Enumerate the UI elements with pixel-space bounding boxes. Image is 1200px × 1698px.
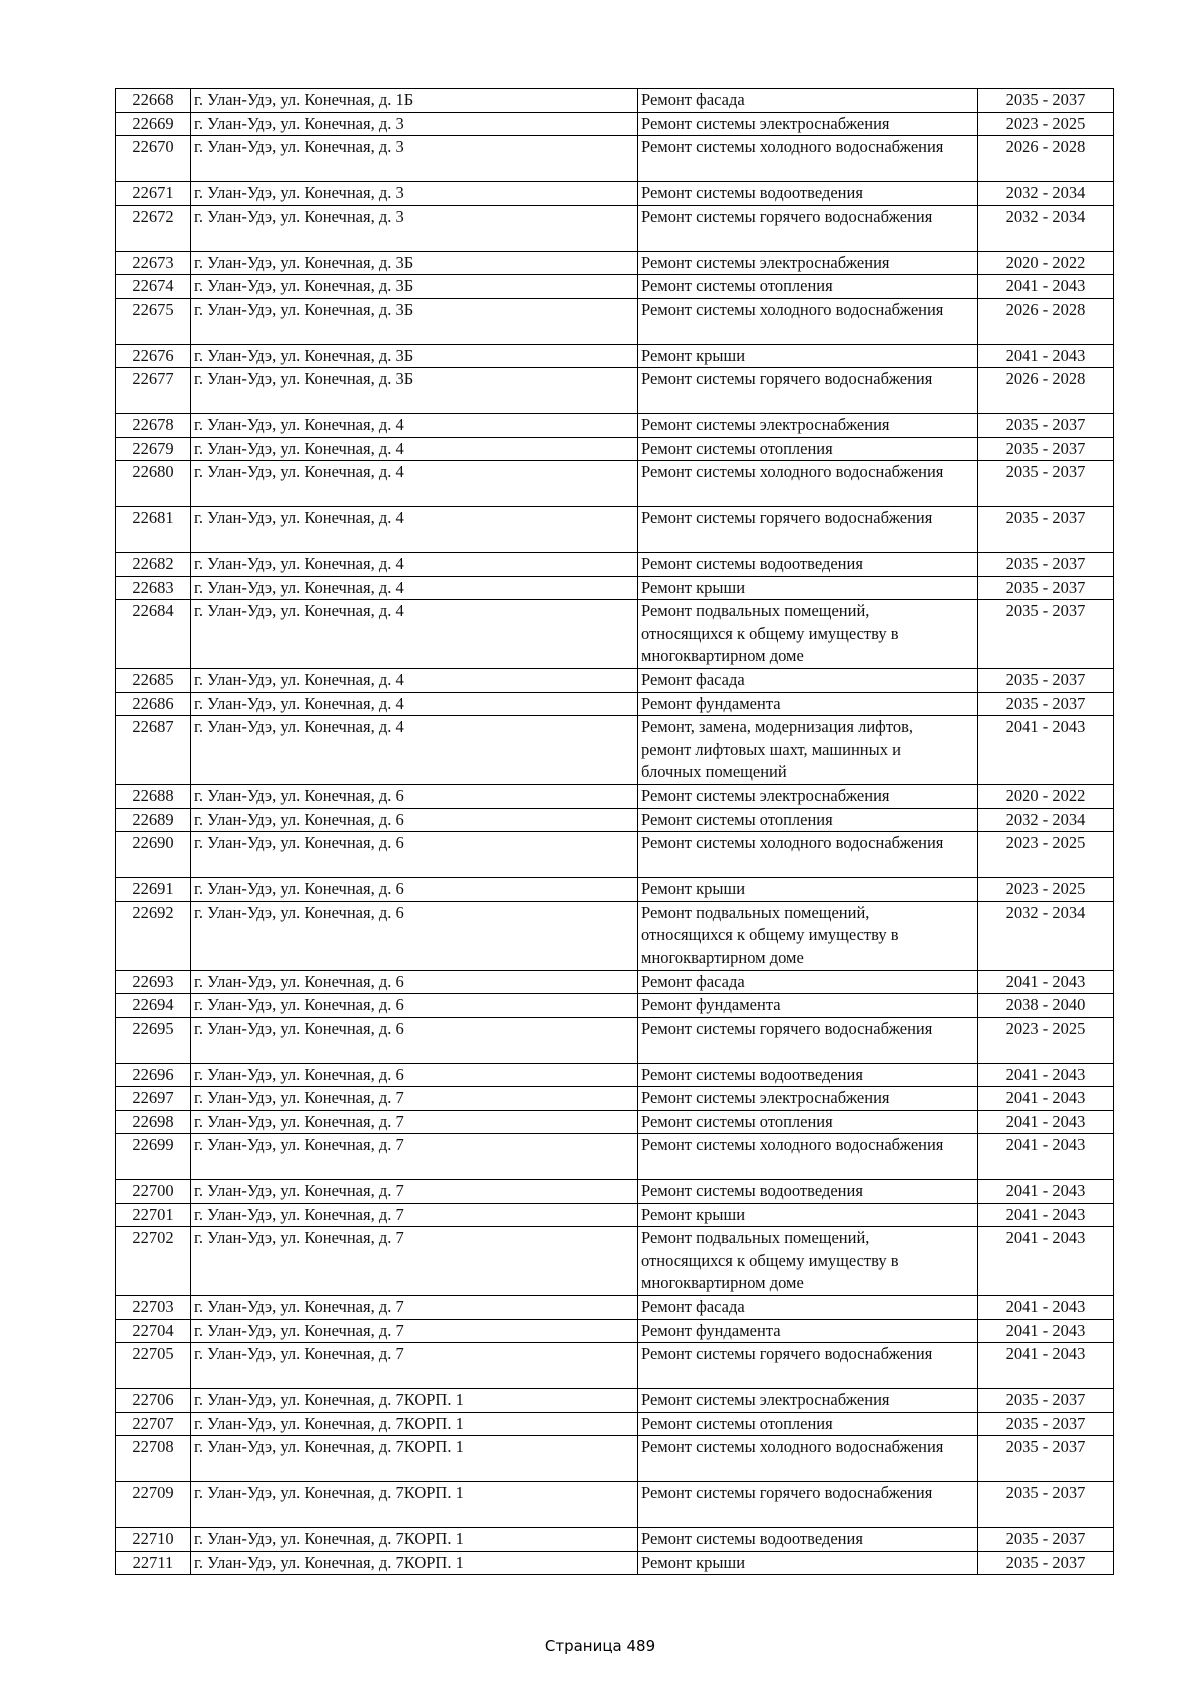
period-cell: 2035 - 2037 bbox=[978, 600, 1114, 669]
address-cell: г. Улан-Удэ, ул. Конечная, д. 7КОРП. 1 bbox=[191, 1551, 638, 1575]
table-row bbox=[116, 553, 1114, 577]
period-cell: 2041 - 2043 bbox=[978, 344, 1114, 368]
table-row bbox=[116, 1110, 1114, 1134]
address-cell: г. Улан-Удэ, ул. Конечная, д. 4 bbox=[191, 669, 638, 693]
address-cell: г. Улан-Удэ, ул. Конечная, д. 7КОРП. 1 bbox=[191, 1389, 638, 1413]
address-cell: г. Улан-Удэ, ул. Конечная, д. 7 bbox=[191, 1180, 638, 1204]
period-cell: 2020 - 2022 bbox=[978, 785, 1114, 809]
table-row bbox=[116, 1343, 1114, 1389]
period-cell: 2020 - 2022 bbox=[978, 251, 1114, 275]
period-cell: 2041 - 2043 bbox=[978, 1134, 1114, 1180]
row-number: 22700 bbox=[116, 1180, 191, 1204]
work-type-cell: Ремонт системы холодного водоснабжения bbox=[638, 461, 978, 507]
table-row bbox=[116, 1319, 1114, 1343]
table-row bbox=[116, 1227, 1114, 1296]
row-number: 22671 bbox=[116, 182, 191, 206]
row-number: 22669 bbox=[116, 112, 191, 136]
address-cell: г. Улан-Удэ, ул. Конечная, д. 4 bbox=[191, 600, 638, 669]
period-cell: 2035 - 2037 bbox=[978, 1389, 1114, 1413]
row-number: 22685 bbox=[116, 669, 191, 693]
address-cell: г. Улан-Удэ, ул. Конечная, д. 7 bbox=[191, 1203, 638, 1227]
work-type-cell: Ремонт системы горячего водоснабжения bbox=[638, 507, 978, 553]
table-row bbox=[116, 832, 1114, 878]
table-row bbox=[116, 344, 1114, 368]
table-row bbox=[116, 414, 1114, 438]
work-type-cell: Ремонт системы холодного водоснабжения bbox=[638, 1134, 978, 1180]
address-cell: г. Улан-Удэ, ул. Конечная, д. 7 bbox=[191, 1134, 638, 1180]
address-cell: г. Улан-Удэ, ул. Конечная, д. 7 bbox=[191, 1319, 638, 1343]
row-number: 22690 bbox=[116, 832, 191, 878]
row-number: 22674 bbox=[116, 275, 191, 299]
row-number: 22680 bbox=[116, 461, 191, 507]
work-type-cell: Ремонт системы водоотведения bbox=[638, 553, 978, 577]
row-number: 22668 bbox=[116, 89, 191, 113]
period-cell: 2023 - 2025 bbox=[978, 832, 1114, 878]
work-type-cell: Ремонт системы электроснабжения bbox=[638, 785, 978, 809]
table-row bbox=[116, 251, 1114, 275]
period-cell: 2035 - 2037 bbox=[978, 576, 1114, 600]
table-row bbox=[116, 112, 1114, 136]
work-type-cell: Ремонт крыши bbox=[638, 878, 978, 902]
work-type-cell: Ремонт системы холодного водоснабжения bbox=[638, 298, 978, 344]
period-cell: 2041 - 2043 bbox=[978, 1063, 1114, 1087]
row-number: 22672 bbox=[116, 205, 191, 251]
work-type-cell: Ремонт системы электроснабжения bbox=[638, 414, 978, 438]
period-cell: 2023 - 2025 bbox=[978, 878, 1114, 902]
row-number: 22699 bbox=[116, 1134, 191, 1180]
row-number: 22678 bbox=[116, 414, 191, 438]
period-cell: 2035 - 2037 bbox=[978, 692, 1114, 716]
period-cell: 2041 - 2043 bbox=[978, 716, 1114, 785]
address-cell: г. Улан-Удэ, ул. Конечная, д. 7 bbox=[191, 1227, 638, 1296]
address-cell: г. Улан-Удэ, ул. Конечная, д. 7КОРП. 1 bbox=[191, 1528, 638, 1552]
table-row bbox=[116, 368, 1114, 414]
row-number: 22692 bbox=[116, 901, 191, 970]
work-type-cell: Ремонт системы отопления bbox=[638, 808, 978, 832]
address-cell: г. Улан-Удэ, ул. Конечная, д. 6 bbox=[191, 1063, 638, 1087]
period-cell: 2041 - 2043 bbox=[978, 1319, 1114, 1343]
address-cell: г. Улан-Удэ, ул. Конечная, д. 7КОРП. 1 bbox=[191, 1412, 638, 1436]
address-cell: г. Улан-Удэ, ул. Конечная, д. 7 bbox=[191, 1110, 638, 1134]
period-cell: 2035 - 2037 bbox=[978, 1436, 1114, 1482]
row-number: 22681 bbox=[116, 507, 191, 553]
work-type-cell: Ремонт системы водоотведения bbox=[638, 182, 978, 206]
table-row bbox=[116, 994, 1114, 1018]
repair-schedule-table bbox=[115, 88, 1114, 1575]
address-cell: г. Улан-Удэ, ул. Конечная, д. 4 bbox=[191, 414, 638, 438]
period-cell: 2032 - 2034 bbox=[978, 182, 1114, 206]
row-number: 22707 bbox=[116, 1412, 191, 1436]
period-cell: 2041 - 2043 bbox=[978, 1296, 1114, 1320]
address-cell: г. Улан-Удэ, ул. Конечная, д. 3 bbox=[191, 136, 638, 182]
address-cell: г. Улан-Удэ, ул. Конечная, д. 4 bbox=[191, 507, 638, 553]
table-row bbox=[116, 970, 1114, 994]
row-number: 22709 bbox=[116, 1482, 191, 1528]
period-cell: 2035 - 2037 bbox=[978, 1482, 1114, 1528]
work-type-cell: Ремонт системы горячего водоснабжения bbox=[638, 205, 978, 251]
row-number: 22684 bbox=[116, 600, 191, 669]
period-cell: 2035 - 2037 bbox=[978, 669, 1114, 693]
table-row bbox=[116, 1551, 1114, 1575]
row-number: 22708 bbox=[116, 1436, 191, 1482]
work-type-cell: Ремонт системы водоотведения bbox=[638, 1528, 978, 1552]
work-type-cell: Ремонт крыши bbox=[638, 1551, 978, 1575]
address-cell: г. Улан-Удэ, ул. Конечная, д. 3Б bbox=[191, 344, 638, 368]
work-type-cell: Ремонт системы горячего водоснабжения bbox=[638, 368, 978, 414]
address-cell: г. Улан-Удэ, ул. Конечная, д. 6 bbox=[191, 878, 638, 902]
table-row bbox=[116, 507, 1114, 553]
row-number: 22688 bbox=[116, 785, 191, 809]
period-cell: 2035 - 2037 bbox=[978, 1412, 1114, 1436]
row-number: 22698 bbox=[116, 1110, 191, 1134]
table-row bbox=[116, 1296, 1114, 1320]
period-cell: 2035 - 2037 bbox=[978, 414, 1114, 438]
address-cell: г. Улан-Удэ, ул. Конечная, д. 6 bbox=[191, 1017, 638, 1063]
work-type-cell: Ремонт фасада bbox=[638, 970, 978, 994]
work-type-cell: Ремонт крыши bbox=[638, 576, 978, 600]
work-type-cell: Ремонт системы отопления bbox=[638, 1110, 978, 1134]
table-row bbox=[116, 1412, 1114, 1436]
work-type-cell: Ремонт крыши bbox=[638, 1203, 978, 1227]
work-type-cell: Ремонт подвальных помещений, относящихся к общему имуществу в многоквартирном доме bbox=[638, 1227, 978, 1296]
table-row bbox=[116, 692, 1114, 716]
table-row bbox=[116, 1180, 1114, 1204]
work-type-cell: Ремонт подвальных помещений, относящихся к общему имуществу в многоквартирном доме bbox=[638, 600, 978, 669]
period-cell: 2041 - 2043 bbox=[978, 1110, 1114, 1134]
period-cell: 2023 - 2025 bbox=[978, 112, 1114, 136]
work-type-cell: Ремонт системы электроснабжения bbox=[638, 1087, 978, 1111]
row-number: 22704 bbox=[116, 1319, 191, 1343]
row-number: 22673 bbox=[116, 251, 191, 275]
work-type-cell: Ремонт системы горячего водоснабжения bbox=[638, 1343, 978, 1389]
table-row bbox=[116, 1482, 1114, 1528]
period-cell: 2026 - 2028 bbox=[978, 368, 1114, 414]
table-row bbox=[116, 1134, 1114, 1180]
period-cell: 2032 - 2034 bbox=[978, 205, 1114, 251]
table-row bbox=[116, 275, 1114, 299]
row-number: 22694 bbox=[116, 994, 191, 1018]
table-row bbox=[116, 1087, 1114, 1111]
period-cell: 2035 - 2037 bbox=[978, 1551, 1114, 1575]
address-cell: г. Улан-Удэ, ул. Конечная, д. 6 bbox=[191, 994, 638, 1018]
work-type-cell: Ремонт системы холодного водоснабжения bbox=[638, 136, 978, 182]
period-cell: 2035 - 2037 bbox=[978, 461, 1114, 507]
address-cell: г. Улан-Удэ, ул. Конечная, д. 6 bbox=[191, 832, 638, 878]
row-number: 22689 bbox=[116, 808, 191, 832]
period-cell: 2035 - 2037 bbox=[978, 1528, 1114, 1552]
row-number: 22676 bbox=[116, 344, 191, 368]
address-cell: г. Улан-Удэ, ул. Конечная, д. 3 bbox=[191, 182, 638, 206]
period-cell: 2041 - 2043 bbox=[978, 1227, 1114, 1296]
address-cell: г. Улан-Удэ, ул. Конечная, д. 3 bbox=[191, 112, 638, 136]
address-cell: г. Улан-Удэ, ул. Конечная, д. 4 bbox=[191, 716, 638, 785]
address-cell: г. Улан-Удэ, ул. Конечная, д. 7КОРП. 1 bbox=[191, 1482, 638, 1528]
row-number: 22695 bbox=[116, 1017, 191, 1063]
table-row bbox=[116, 808, 1114, 832]
table-row bbox=[116, 461, 1114, 507]
table-row bbox=[116, 136, 1114, 182]
table-row bbox=[116, 182, 1114, 206]
row-number: 22706 bbox=[116, 1389, 191, 1413]
address-cell: г. Улан-Удэ, ул. Конечная, д. 6 bbox=[191, 785, 638, 809]
table-row bbox=[116, 437, 1114, 461]
work-type-cell: Ремонт крыши bbox=[638, 344, 978, 368]
table-row bbox=[116, 1063, 1114, 1087]
row-number: 22696 bbox=[116, 1063, 191, 1087]
row-number: 22679 bbox=[116, 437, 191, 461]
period-cell: 2023 - 2025 bbox=[978, 1017, 1114, 1063]
table-row bbox=[116, 669, 1114, 693]
address-cell: г. Улан-Удэ, ул. Конечная, д. 4 bbox=[191, 576, 638, 600]
work-type-cell: Ремонт фасада bbox=[638, 89, 978, 113]
work-type-cell: Ремонт системы отопления bbox=[638, 437, 978, 461]
address-cell: г. Улан-Удэ, ул. Конечная, д. 3Б bbox=[191, 298, 638, 344]
row-number: 22710 bbox=[116, 1528, 191, 1552]
table-row bbox=[116, 716, 1114, 785]
row-number: 22677 bbox=[116, 368, 191, 414]
row-number: 22702 bbox=[116, 1227, 191, 1296]
table-row bbox=[116, 1528, 1114, 1552]
address-cell: г. Улан-Удэ, ул. Конечная, д. 3Б bbox=[191, 368, 638, 414]
work-type-cell: Ремонт системы отопления bbox=[638, 275, 978, 299]
period-cell: 2035 - 2037 bbox=[978, 437, 1114, 461]
work-type-cell: Ремонт фундамента bbox=[638, 692, 978, 716]
row-number: 22683 bbox=[116, 576, 191, 600]
address-cell: г. Улан-Удэ, ул. Конечная, д. 4 bbox=[191, 553, 638, 577]
work-type-cell: Ремонт системы водоотведения bbox=[638, 1063, 978, 1087]
address-cell: г. Улан-Удэ, ул. Конечная, д. 7КОРП. 1 bbox=[191, 1436, 638, 1482]
table-row bbox=[116, 785, 1114, 809]
row-number: 22701 bbox=[116, 1203, 191, 1227]
row-number: 22697 bbox=[116, 1087, 191, 1111]
row-number: 22691 bbox=[116, 878, 191, 902]
work-type-cell: Ремонт фасада bbox=[638, 669, 978, 693]
period-cell: 2041 - 2043 bbox=[978, 1087, 1114, 1111]
row-number: 22703 bbox=[116, 1296, 191, 1320]
work-type-cell: Ремонт фасада bbox=[638, 1296, 978, 1320]
table-row bbox=[116, 298, 1114, 344]
address-cell: г. Улан-Удэ, ул. Конечная, д. 3Б bbox=[191, 275, 638, 299]
address-cell: г. Улан-Удэ, ул. Конечная, д. 3Б bbox=[191, 251, 638, 275]
period-cell: 2041 - 2043 bbox=[978, 1343, 1114, 1389]
work-type-cell: Ремонт системы холодного водоснабжения bbox=[638, 832, 978, 878]
table-row bbox=[116, 901, 1114, 970]
period-cell: 2041 - 2043 bbox=[978, 1203, 1114, 1227]
page-number: Страница 489 bbox=[544, 1637, 656, 1655]
address-cell: г. Улан-Удэ, ул. Конечная, д. 1Б bbox=[191, 89, 638, 113]
row-number: 22686 bbox=[116, 692, 191, 716]
row-number: 22675 bbox=[116, 298, 191, 344]
address-cell: г. Улан-Удэ, ул. Конечная, д. 3 bbox=[191, 205, 638, 251]
table-row bbox=[116, 1017, 1114, 1063]
work-type-cell: Ремонт системы электроснабжения bbox=[638, 251, 978, 275]
work-type-cell: Ремонт системы горячего водоснабжения bbox=[638, 1482, 978, 1528]
address-cell: г. Улан-Удэ, ул. Конечная, д. 4 bbox=[191, 437, 638, 461]
period-cell: 2026 - 2028 bbox=[978, 136, 1114, 182]
address-cell: г. Улан-Удэ, ул. Конечная, д. 4 bbox=[191, 692, 638, 716]
period-cell: 2038 - 2040 bbox=[978, 994, 1114, 1018]
table-row bbox=[116, 205, 1114, 251]
period-cell: 2035 - 2037 bbox=[978, 553, 1114, 577]
address-cell: г. Улан-Удэ, ул. Конечная, д. 7 bbox=[191, 1343, 638, 1389]
row-number: 22711 bbox=[116, 1551, 191, 1575]
period-cell: 2035 - 2037 bbox=[978, 89, 1114, 113]
address-cell: г. Улан-Удэ, ул. Конечная, д. 6 bbox=[191, 808, 638, 832]
address-cell: г. Улан-Удэ, ул. Конечная, д. 6 bbox=[191, 901, 638, 970]
work-type-cell: Ремонт системы электроснабжения bbox=[638, 1389, 978, 1413]
address-cell: г. Улан-Удэ, ул. Конечная, д. 4 bbox=[191, 461, 638, 507]
row-number: 22687 bbox=[116, 716, 191, 785]
work-type-cell: Ремонт системы отопления bbox=[638, 1412, 978, 1436]
period-cell: 2032 - 2034 bbox=[978, 808, 1114, 832]
work-type-cell: Ремонт системы холодного водоснабжения bbox=[638, 1436, 978, 1482]
work-type-cell: Ремонт, замена, модернизация лифтов, ремонт лифтовых шахт, машинных и блочных помещений bbox=[638, 716, 978, 785]
address-cell: г. Улан-Удэ, ул. Конечная, д. 7 bbox=[191, 1087, 638, 1111]
period-cell: 2035 - 2037 bbox=[978, 507, 1114, 553]
work-type-cell: Ремонт подвальных помещений, относящихся к общему имуществу в многоквартирном доме bbox=[638, 901, 978, 970]
row-number: 22693 bbox=[116, 970, 191, 994]
row-number: 22682 bbox=[116, 553, 191, 577]
work-type-cell: Ремонт системы водоотведения bbox=[638, 1180, 978, 1204]
period-cell: 2041 - 2043 bbox=[978, 1180, 1114, 1204]
table-row bbox=[116, 89, 1114, 113]
table-row bbox=[116, 1389, 1114, 1413]
table-body bbox=[116, 89, 1114, 1575]
table-row bbox=[116, 600, 1114, 669]
table-row bbox=[116, 1203, 1114, 1227]
work-type-cell: Ремонт системы электроснабжения bbox=[638, 112, 978, 136]
work-type-cell: Ремонт фундамента bbox=[638, 994, 978, 1018]
table-row bbox=[116, 878, 1114, 902]
table-row bbox=[116, 1436, 1114, 1482]
work-type-cell: Ремонт системы горячего водоснабжения bbox=[638, 1017, 978, 1063]
address-cell: г. Улан-Удэ, ул. Конечная, д. 6 bbox=[191, 970, 638, 994]
row-number: 22705 bbox=[116, 1343, 191, 1389]
table-row bbox=[116, 576, 1114, 600]
work-type-cell: Ремонт фундамента bbox=[638, 1319, 978, 1343]
period-cell: 2041 - 2043 bbox=[978, 275, 1114, 299]
period-cell: 2032 - 2034 bbox=[978, 901, 1114, 970]
row-number: 22670 bbox=[116, 136, 191, 182]
address-cell: г. Улан-Удэ, ул. Конечная, д. 7 bbox=[191, 1296, 638, 1320]
period-cell: 2041 - 2043 bbox=[978, 970, 1114, 994]
period-cell: 2026 - 2028 bbox=[978, 298, 1114, 344]
